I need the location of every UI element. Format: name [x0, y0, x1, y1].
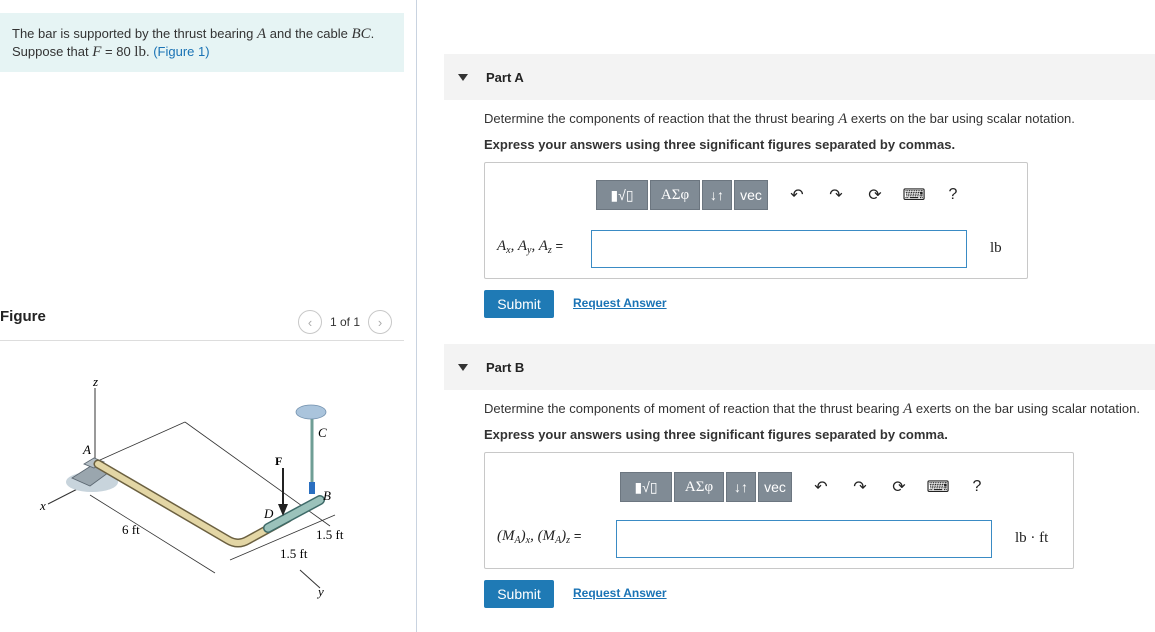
matrix-icon: ▮√▯ — [634, 478, 658, 495]
prev-figure-button[interactable] — [298, 310, 322, 334]
figure-link[interactable]: (Figure 1) — [153, 44, 210, 59]
part-b-answer-box — [484, 452, 1074, 569]
arrows-button[interactable] — [726, 472, 756, 502]
label-c: C — [318, 425, 327, 440]
label-z: z — [93, 374, 99, 389]
part-b-question — [484, 401, 1140, 418]
bearing-var: A — [256, 26, 267, 42]
part-a-unit: lb — [990, 240, 1002, 256]
matrix-template-button[interactable] — [596, 180, 648, 210]
vec-label: vec — [740, 187, 762, 203]
dim-line — [90, 495, 215, 573]
collapse-triangle-icon[interactable] — [458, 364, 468, 371]
y-axis — [300, 570, 320, 588]
label-f: F — [275, 454, 283, 468]
question-text: exerts on the bar using scalar notation. — [847, 111, 1075, 126]
sort-arrows-icon: ↓↑ — [734, 479, 748, 495]
problem-text: and the cable — [266, 26, 352, 41]
part-a-header[interactable] — [444, 54, 1155, 100]
dim-6ft: 6 ft — [122, 522, 140, 537]
reset-icon[interactable]: ⟳ — [868, 187, 882, 204]
part-a-label: $A_x$, $A_y$, $A_z$ = — [497, 238, 564, 256]
problem-text: . — [370, 26, 375, 41]
dim-line — [100, 422, 185, 460]
label-a: A — [83, 442, 91, 457]
dim-1-5ft-a: 1.5 ft — [316, 527, 344, 542]
vector-button[interactable] — [758, 472, 792, 502]
redo-icon[interactable]: ↷ — [853, 479, 867, 496]
divider — [0, 340, 404, 341]
cable-clip — [309, 482, 315, 494]
pager-text: 1 of 1 — [330, 315, 361, 329]
question-var: A — [838, 111, 848, 127]
arrows-button[interactable] — [702, 180, 732, 210]
greek-label: ΑΣφ — [660, 186, 690, 203]
label-b: B — [323, 488, 331, 503]
part-a-answer-box — [484, 162, 1028, 279]
part-a-instruction: Express your answers using three significant figures separated by commas. — [484, 137, 956, 152]
problem-statement — [0, 13, 404, 72]
left-panel — [0, 0, 417, 632]
undo-icon[interactable]: ↶ — [790, 187, 804, 204]
matrix-icon: ▮√▯ — [610, 186, 634, 203]
part-a-question — [484, 111, 1075, 128]
part-b-title: Part B — [486, 359, 525, 375]
part-b-submit-button[interactable]: Submit — [484, 580, 554, 608]
collapse-triangle-icon[interactable] — [458, 74, 468, 81]
part-b-request-answer-link[interactable]: Request Answer — [573, 586, 667, 600]
question-var: A — [903, 401, 913, 417]
problem-text: . — [145, 44, 154, 59]
part-b-toolbar — [620, 472, 989, 502]
question-text: exerts on the bar using scalar notation. — [912, 401, 1140, 416]
bar-figure — [30, 360, 370, 610]
question-text: Determine the components of reaction that the thrust bearing — [484, 111, 839, 126]
greek-symbols-button[interactable] — [650, 180, 700, 210]
force-var: F — [92, 44, 102, 60]
vector-button[interactable] — [734, 180, 768, 210]
chevron-left-icon: ‹ — [307, 314, 313, 330]
problem-text: = 80 — [101, 44, 135, 59]
greek-symbols-button[interactable] — [674, 472, 724, 502]
help-label: ? — [948, 186, 958, 203]
keyboard-icon[interactable]: ⌨ — [902, 187, 926, 204]
cable-var: BC — [351, 26, 371, 42]
sort-arrows-icon: ↓↑ — [710, 187, 724, 203]
problem-text: The bar is supported by the thrust bearing — [12, 26, 257, 41]
label-y: y — [318, 584, 324, 599]
greek-label: ΑΣφ — [684, 478, 714, 495]
part-b-unit: lb · ft — [1015, 530, 1049, 546]
help-label: ? — [972, 478, 982, 495]
vec-label: vec — [764, 479, 786, 495]
force-unit: lb — [134, 44, 146, 60]
label-x: x — [40, 498, 46, 513]
part-b-answer-input[interactable] — [616, 520, 992, 558]
part-b-label: $(M_A)_x$, $(M_A)_z$ = — [497, 528, 582, 546]
part-b-header[interactable] — [444, 344, 1155, 390]
part-a-toolbar — [596, 180, 965, 210]
part-b-instruction: Express your answers using three significant figures separated by comma. — [484, 427, 948, 442]
part-a-answer-input[interactable] — [591, 230, 967, 268]
help-icon[interactable] — [965, 475, 989, 499]
reset-icon[interactable]: ⟳ — [892, 479, 906, 496]
keyboard-icon[interactable]: ⌨ — [926, 479, 950, 496]
part-a-title: Part A — [486, 69, 524, 85]
matrix-template-button[interactable] — [620, 472, 672, 502]
figure-pager — [298, 310, 392, 334]
part-a-request-answer-link[interactable]: Request Answer — [573, 296, 667, 310]
problem-text: Suppose that — [12, 44, 93, 59]
next-figure-button[interactable] — [368, 310, 392, 334]
dim-1-5ft-b: 1.5 ft — [280, 546, 308, 561]
undo-icon[interactable]: ↶ — [814, 479, 828, 496]
help-icon[interactable] — [941, 183, 965, 207]
ceiling-support — [296, 405, 326, 419]
bar-end — [268, 500, 320, 528]
figure-title: Figure — [0, 308, 46, 325]
question-text: Determine the components of moment of reaction that the thrust bearing — [484, 401, 904, 416]
label-d: D — [264, 506, 274, 521]
chevron-right-icon: › — [377, 314, 383, 330]
redo-icon[interactable]: ↷ — [829, 187, 843, 204]
part-a-submit-button[interactable]: Submit — [484, 290, 554, 318]
